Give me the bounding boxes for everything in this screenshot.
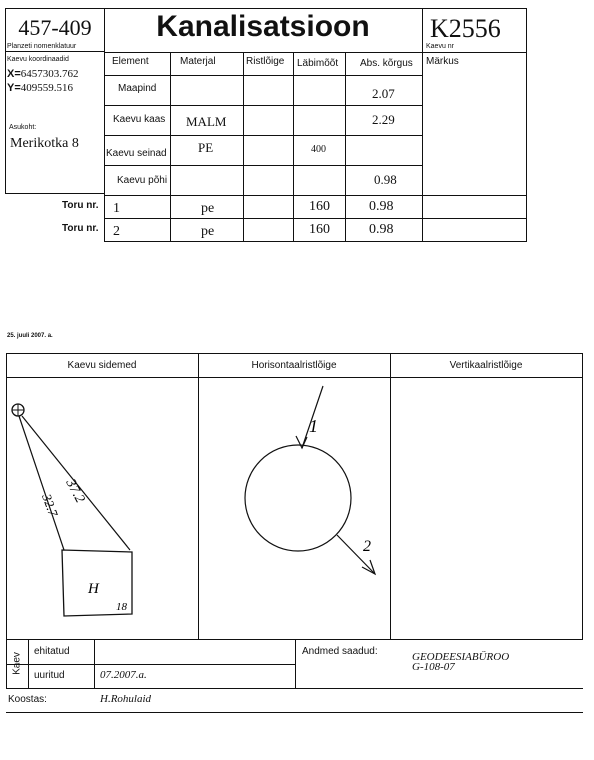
surveyed-label: uuritud [34, 670, 65, 681]
row-value-ground-height: 2.07 [372, 86, 395, 101]
coordinates-label: Kaevu koordinaadid [7, 56, 69, 63]
kaev-label: Kaev [11, 652, 23, 675]
row-value-lid-material: MALM [186, 114, 227, 129]
column-abs-height: Abs. kõrgus [360, 58, 413, 69]
pipe-2-diameter: 160 [309, 222, 330, 237]
row-value-walls-diameter: 400 [311, 144, 326, 155]
address-value: Merikotka 8 [10, 136, 79, 151]
column-remarks: Märkus [426, 56, 459, 67]
x-coordinate [7, 68, 79, 80]
pipe-1-tag: 1 [309, 416, 318, 436]
pipe-2-number: 2 [113, 224, 120, 239]
house-letter: H [88, 581, 99, 597]
row-value-lid-height: 2.29 [372, 112, 395, 127]
tie-line-b [19, 416, 64, 550]
data-from-value: GEODEESIABÜROO [412, 651, 510, 663]
ties-sketch [6, 378, 198, 639]
data-from-code: G-108-07 [412, 661, 455, 673]
column-diameter: Läbimõõt [297, 58, 339, 69]
tie-distance-a: 37.2 [62, 476, 88, 506]
pipe-2-height: 0.98 [369, 222, 394, 237]
page-title: Kanalisatsioon [156, 10, 370, 43]
row-value-bottom-height: 0.98 [374, 172, 397, 187]
well-number-label: Kaevu nr [426, 43, 455, 50]
row-label-lid: Kaevu kaas [113, 114, 166, 125]
date-stamp: 25. juuli 2007. a. [7, 333, 53, 339]
column-element: Element [112, 56, 149, 67]
pipe-2-label: Toru nr. [62, 223, 99, 234]
x-value: 6457303.762 [20, 68, 79, 80]
horizontal-section-sketch [199, 378, 390, 639]
pipe-2-material: pe [201, 224, 215, 239]
pipe-1-material: pe [201, 201, 215, 216]
pipe-1-label: Toru nr. [62, 200, 99, 211]
y-value: 409559.516 [20, 82, 74, 94]
row-label-walls: Kaevu seinad [106, 148, 167, 159]
data-from-label: Andmed saadud: [302, 646, 378, 657]
pipe-2-tag: 2 [363, 538, 371, 555]
y-coordinate [7, 82, 73, 94]
built-label: ehitatud [34, 646, 70, 657]
panel-title-ties: Kaevu sidemed [67, 360, 137, 371]
planshet-number: 457-409 [18, 15, 92, 40]
panel-title-horizontal: Horisontaalristlõige [251, 360, 337, 371]
row-label-bottom: Kaevu põhi [117, 175, 168, 186]
y-label: Y= [7, 82, 21, 94]
column-material: Materjal [180, 56, 216, 67]
planshet-label: Planzeti nomenklatuur [7, 43, 77, 50]
x-label: X= [7, 68, 21, 80]
panel-title-vertical: Vertikaalristlõige [449, 360, 523, 371]
tie-distance-b: 32.7 [39, 491, 62, 519]
pipe-1-diameter: 160 [309, 199, 330, 214]
pipe-1-number: 1 [113, 201, 120, 216]
compiled-value: H.Rohulaid [100, 693, 152, 705]
well-number: K2556 [430, 14, 501, 43]
house-number: 18 [116, 601, 127, 613]
row-value-walls-material: PE [198, 140, 214, 155]
row-label-ground: Maapind [118, 83, 157, 94]
well-circle [245, 445, 351, 551]
address-label: Asukoht: [9, 124, 37, 131]
column-cross-section: Ristlõige [246, 56, 285, 67]
compiled-label: Koostas: [8, 694, 47, 705]
surveyed-date: 07.2007.a. [100, 669, 147, 681]
pipe-1-height: 0.98 [369, 199, 394, 214]
